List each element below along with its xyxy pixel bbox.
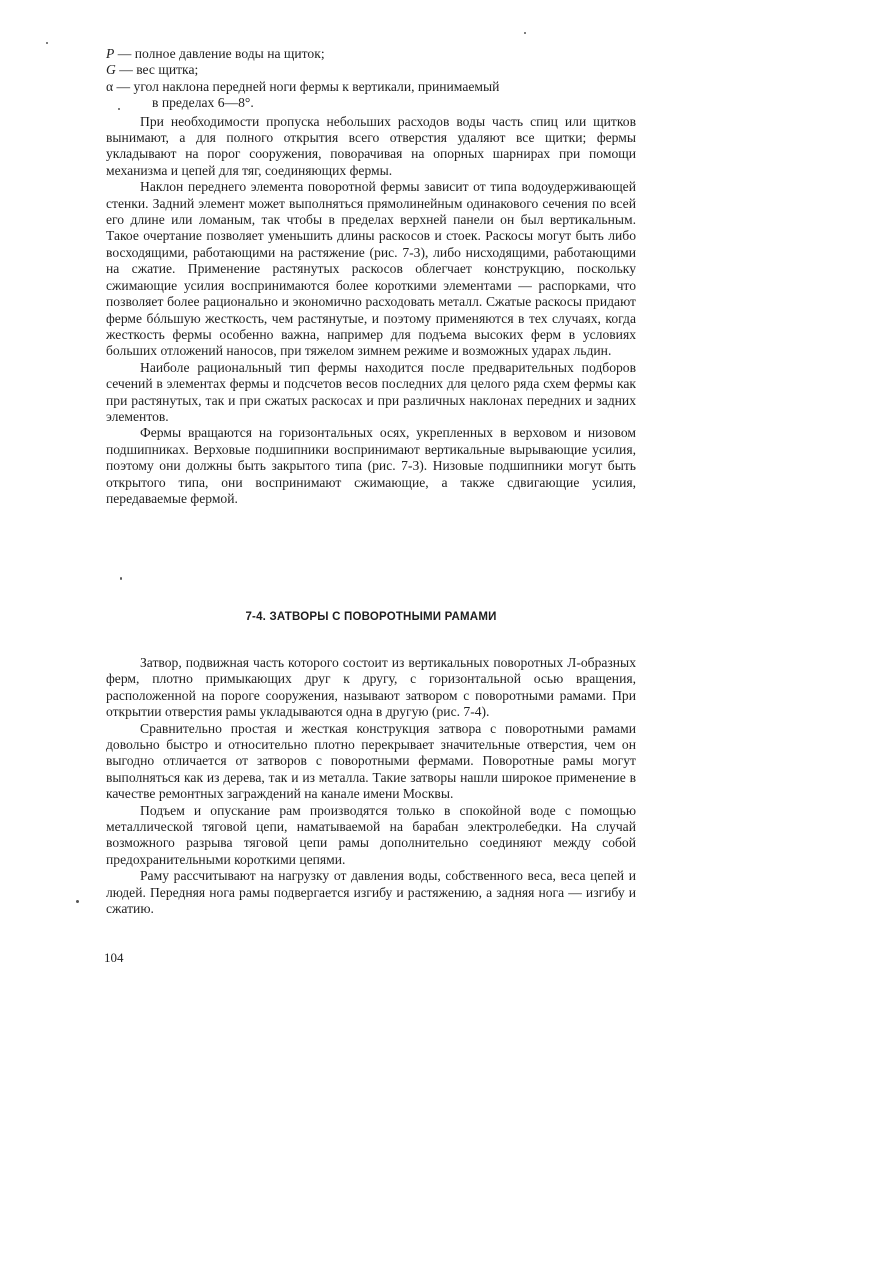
paragraph: Фермы вращаются на горизонтальных осях, укрепленных в верховом и низовом подшипниках. Верховые подшипники воспринимают вертикальные вырывающие усилия, поэтому они должны быть закрытого типа (рис. 7-3). Низовые подшипники могут быть открытого типа, они воспринимают сжимающие, а также сдвигающие усилия, передаваемые фермой. bbox=[106, 425, 636, 506]
page-body-top bbox=[106, 46, 636, 507]
paragraph: Наклон переднего элемента поворотной фермы зависит от типа водоудерживающей стенки. Задний элемент может выполняться прямолинейным одинакового сечения по всей его длине или ломаным, так чтобы в пределах верхней панели он был вертикальным. Такое очертание позволяет уменьшить длины раскосов и стоек. Раскосы могут быть либо восходящими, работающими на растяжение (рис. 7-3), либо нисходящими, работающими на сжатие. Применение растянутых раскосов облегчает конструкцию, поскольку сжимающие усилия воспринимаются более короткими элементами — распорками, что позволяет более рационально и экономично расходовать металл. Сжатые раскосы придают ферме бóльшую жесткость, чем растянутые, и поэтому применяются в тех случаях, когда жесткость фермы особенно важна, например для подъема высоких ферм в условиях больших отложений наносов, при тяжелом зимнем режиме и возможных ударах льдин. bbox=[106, 179, 636, 359]
paragraph: Наиболе рациональный тип фермы находится после предварительных подборов сечений в элементах фермы и подсчетов весов последних для целого ряда схем фермы как при растянутых, так и при сжатых раскосах и при различных наклонах передних и задних элементов. bbox=[106, 359, 636, 424]
variable-definition bbox=[106, 62, 636, 78]
paragraph: Сравнительно простая и жесткая конструкция затвора с поворотными рамами довольно быстро и относительно плотно перекрывает значительные отверстия, чем он выгодно отличается от затворов с поворотными фермами. Поворотные рамы могут выполняться как из дерева, так и из металла. Такие затворы нашли широкое применение в качестве ремонтных заграждений на канале имени Москвы. bbox=[106, 720, 636, 802]
variable-text: — угол наклона передней ноги фермы к вертикали, принимаемый bbox=[113, 78, 500, 94]
scan-speck bbox=[120, 577, 122, 580]
variable-text: в пределах 6—8°. bbox=[152, 95, 254, 111]
paragraph: При необходимости пропуска небольших расходов воды часть спиц или щитков вынимают, а для полного открытия всего отверстия удаляют все щитки; фермы укладывают на порог сооружения, поворачивая на опорных шарнирах при помощи механизма и цепей для тяг, соединяющих фермы. bbox=[106, 113, 636, 178]
paragraph: Подъем и опускание рам производятся только в спокойной воде с помощью металлической тяговой цепи, наматываемой на барабан электролебедки. На случай возможного разрыва тяговой цепи рамы дополнительно соединяют между собой предохранительными короткими цепями. bbox=[106, 802, 636, 867]
variable-definition-continued bbox=[106, 95, 636, 111]
page-number: 104 bbox=[104, 950, 124, 965]
variable-text: — вес щитка; bbox=[115, 62, 199, 78]
variable-text: — полное давление воды на щиток; bbox=[114, 46, 325, 61]
paragraph: Затвор, подвижная часть которого состоит из вертикальных поворотных Л-образных ферм, плотно примыкающих друг к другу, с горизонтальной осью вращения, расположенной на пороге сооружения, называют затвором с поворотными рамами. При открытии отверстия рамы укладываются одна в другую (рис. 7-4). bbox=[106, 655, 636, 720]
variable-symbol: P bbox=[106, 46, 115, 61]
scan-speck bbox=[76, 900, 79, 903]
variable-symbol: α bbox=[106, 78, 114, 94]
variable-definition bbox=[106, 79, 636, 95]
scan-speck bbox=[524, 32, 526, 34]
variable-symbol: G bbox=[106, 62, 116, 78]
paragraph: Раму рассчитывают на нагрузку от давления воды, собственного веса, веса цепей и людей. Передняя нога рамы подвергается изгибу и растяжению, а задняя нога — изгибу и сжатию. bbox=[106, 868, 636, 917]
variable-list bbox=[106, 46, 636, 112]
section-heading: 7-4. ЗАТВОРЫ С ПОВОРОТНЫМИ РАМАМИ bbox=[245, 611, 497, 623]
page-body-bottom bbox=[106, 655, 636, 918]
scan-speck bbox=[46, 42, 48, 44]
variable-definition bbox=[106, 46, 636, 62]
scan-speck bbox=[118, 108, 120, 110]
